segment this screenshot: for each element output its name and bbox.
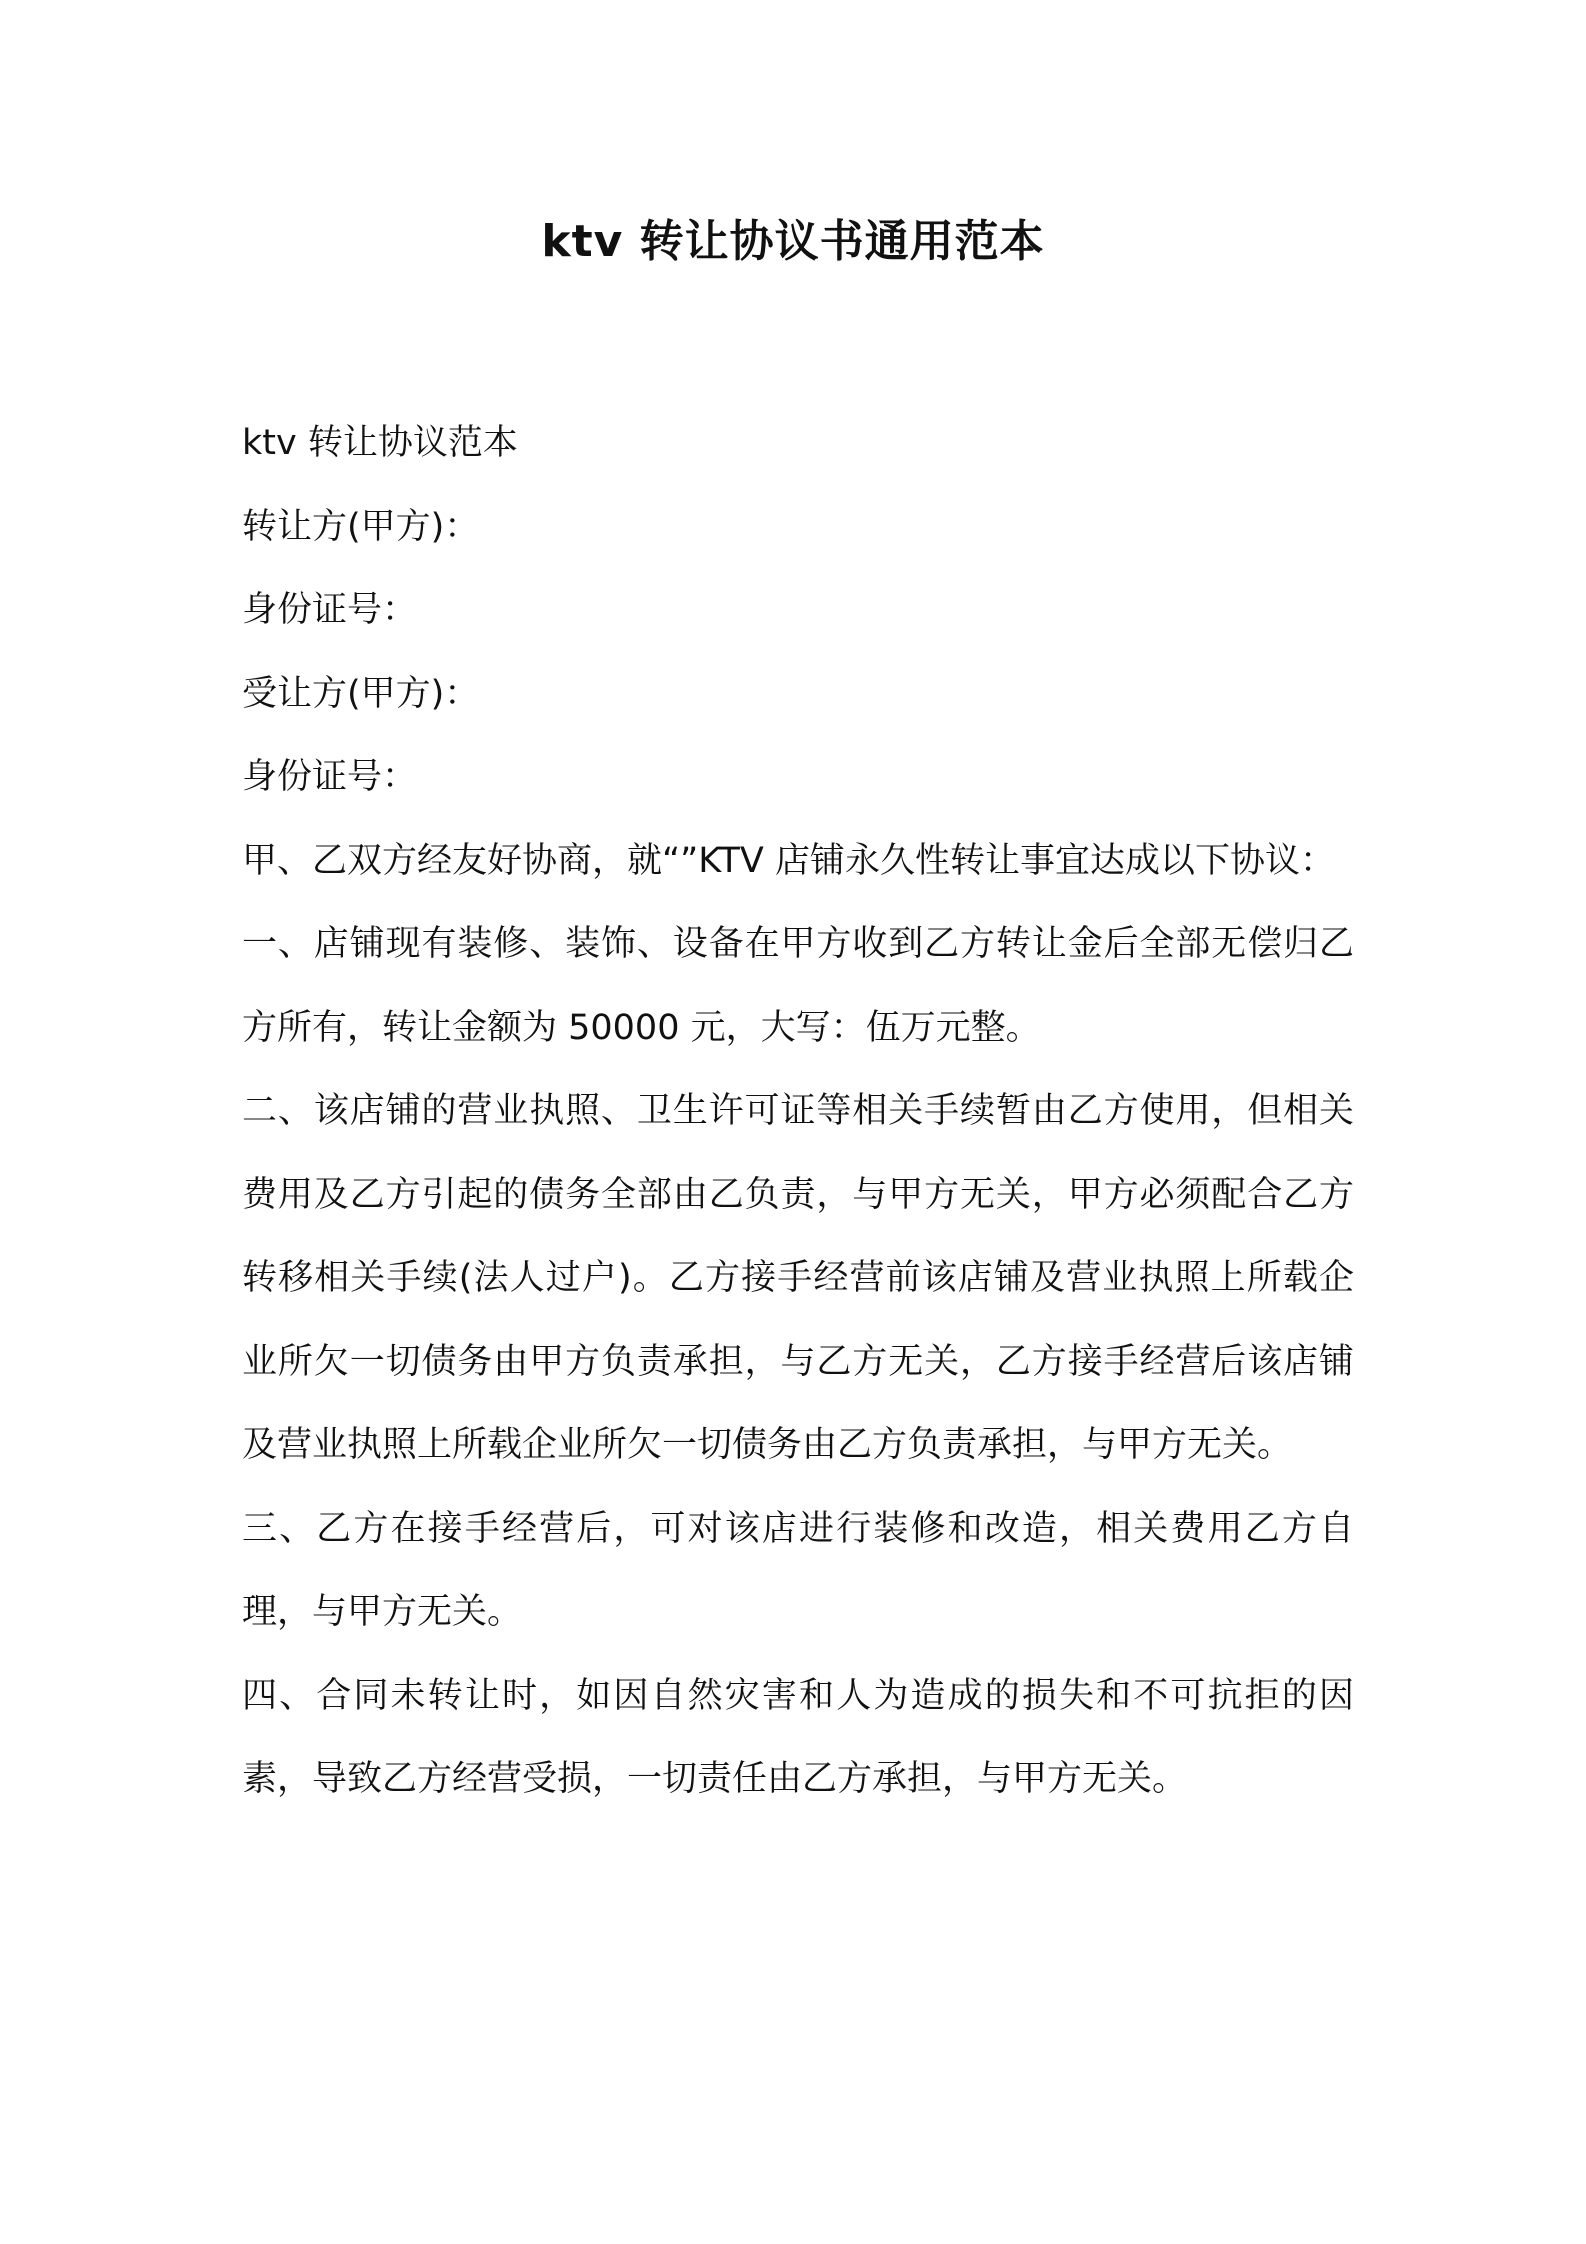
field-id-number-2: 身份证号：: [242, 757, 418, 797]
intro-paragraph: 甲、乙双方经友好协商，就“”KTV 店铺永久性转让事宜达成以下协议：: [242, 840, 1335, 881]
field-transferee: 受让方(甲方)：: [242, 673, 480, 714]
field-transferor: 转让方(甲方)：: [242, 506, 480, 547]
clause-3: 三、乙方在接手经营后，可对该店进行装修和改造，相关费用乙方自理，与甲方无关。: [242, 1508, 1354, 1632]
clause-1: 一、店铺现有装修、装饰、设备在甲方收到乙方转让金后全部无偿归乙方所有，转让金额为 50000 元，大写：伍万元整。: [242, 924, 1354, 1048]
document-body: [242, 402, 1354, 1822]
clause-4: 四、合同未转让时，如因自然灾害和人为造成的损失和不可抗拒的因素，导致乙方经营受损，一切责任由乙方承担，与甲方无关。: [242, 1675, 1354, 1799]
field-id-number-1: 身份证号：: [242, 590, 418, 630]
document-subtitle: ktv 转让协议范本: [242, 423, 518, 463]
document-title: ktv 转让协议书通用范本: [541, 216, 1045, 267]
clause-2: 二、该店铺的营业执照、卫生许可证等相关手续暂由乙方使用，但相关费用及乙方引起的债务全部由乙负责，与甲方无关，甲方必须配合乙方转移相关手续(法人过户)。乙方接手经营前该店铺及营业执照上所载企业所欠一切债务由甲方负责承担，与乙方无关，乙方接手经营后该店铺及营业执照上所载企业所欠一切债务由乙方负责承担，与甲方无关。: [242, 1091, 1354, 1465]
